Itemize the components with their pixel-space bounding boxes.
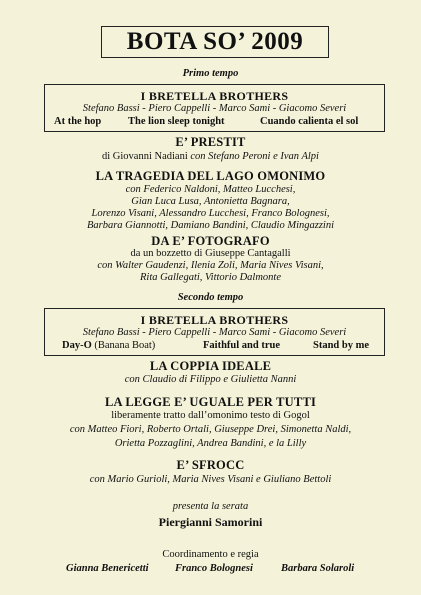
- credit-name: Gianna Benericetti: [66, 563, 149, 574]
- act-cast-line: Lorenzo Visani, Alessandro Lucchesi, Franco Bolognesi,: [91, 208, 330, 219]
- act-cast-line: Gian Luca Lusa, Antonietta Bagnara,: [131, 196, 290, 207]
- first-half-label: Primo tempo: [182, 68, 239, 79]
- act-cast-line: con Matteo Fiori, Roberto Ortali, Giuseppe Drei, Simonetta Naldi,: [69, 424, 352, 435]
- act-cast-line: Rita Gallegati, Vittorio Dalmonte: [140, 272, 281, 283]
- act-title: E’ PRESTIT: [175, 135, 246, 149]
- act-title: E’ SFROCC: [176, 458, 245, 472]
- act-title: LA COPPIA IDEALE: [149, 359, 272, 373]
- band-name: I BRETELLA BROTHERS: [140, 89, 289, 103]
- second-half-band-box: [44, 308, 385, 356]
- act-cast-line: con Federico Naldoni, Matteo Lucchesi,: [125, 184, 296, 195]
- first-half-band-box: [44, 84, 385, 132]
- credit-name: Barbara Solaroli: [281, 563, 355, 574]
- host-label: presenta la serata: [172, 501, 249, 512]
- act-subtitle: da un bozzetto di Giuseppe Cantagalli: [130, 248, 291, 259]
- act-title: LA LEGGE E’ UGUALE PER TUTTI: [104, 395, 317, 409]
- song-2: Faithful and true: [203, 340, 281, 351]
- song-2: The lion sleep tonight: [128, 116, 225, 127]
- act-cast: con Mario Gurioli, Maria Nives Visani e Giuliano Bettoli: [89, 474, 332, 485]
- act-cast: con Stefano Peroni e Ivan Alpi: [190, 151, 319, 162]
- act-subtitle: liberamente tratto dall’omonimo testo di Gogol: [111, 410, 310, 421]
- song-1-subtitle: (Banana Boat): [94, 340, 156, 351]
- song-1-title: Day-O: [62, 340, 92, 351]
- act-title: DA E’ FOTOGRAFO: [151, 234, 270, 248]
- credit-name: Franco Bolognesi: [175, 563, 253, 574]
- song-3: Stand by me: [313, 340, 370, 351]
- act-title: LA TRAGEDIA DEL LAGO OMONIMO: [95, 169, 326, 183]
- host-name: Piergianni Samorini: [158, 515, 263, 529]
- song-3: Cuando calienta el sol: [260, 116, 359, 127]
- act-cast-line: Barbara Giannotti, Damiano Bandini, Claudio Mingazzini: [86, 220, 335, 231]
- band-members: Stefano Bassi - Piero Cappelli - Marco Sami - Giacomo Severi: [82, 103, 347, 114]
- song-1: At the hop: [54, 116, 102, 127]
- act-cast-line: Orietta Pozzaglini, Andrea Bandini, e la Lilly: [114, 438, 307, 449]
- song-1: [62, 340, 155, 351]
- credits-label: Coordinamento e regia: [162, 549, 259, 560]
- band-members: Stefano Bassi - Piero Cappelli - Marco Sami - Giacomo Severi: [82, 327, 347, 338]
- act-cast-line: con Walter Gaudenzi, Ilenia Zoli, Maria Nives Visani,: [97, 260, 324, 271]
- act-author: di Giovanni Nadiani: [102, 151, 188, 162]
- page-title: BOTA SO’ 2009: [101, 26, 329, 58]
- act-cast: con Claudio di Filippo e Giulietta Nanni: [124, 374, 297, 385]
- act-credit: [0, 151, 421, 162]
- second-half-label: Secondo tempo: [177, 292, 244, 303]
- band-name: I BRETELLA BROTHERS: [140, 313, 289, 327]
